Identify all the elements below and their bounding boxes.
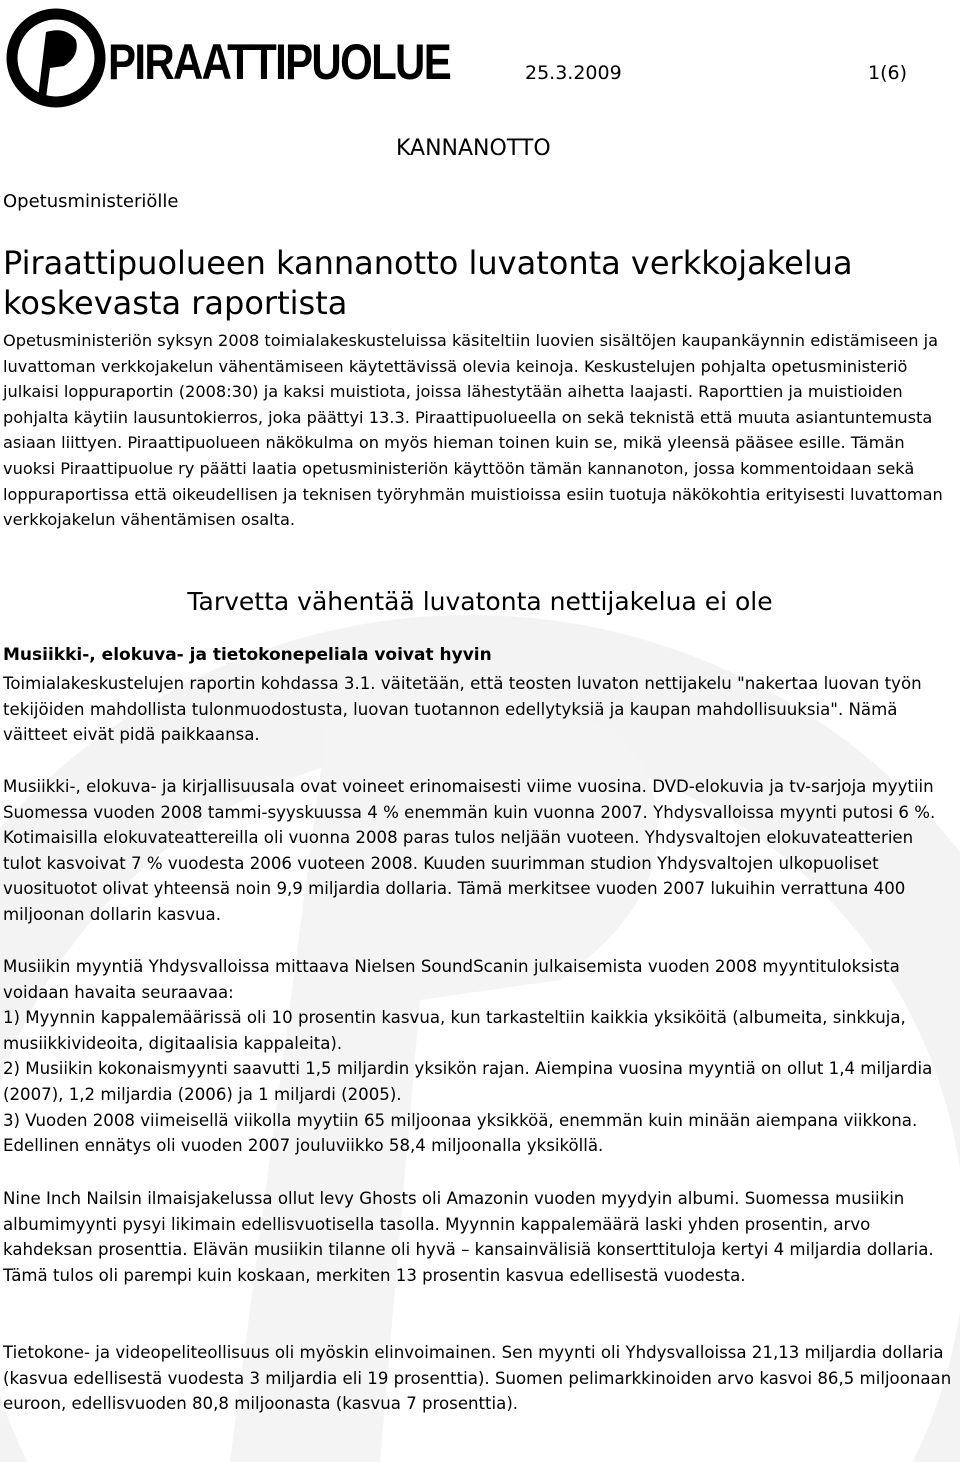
pirate-party-logo [4,6,108,110]
paragraph-music-sales [3,954,955,1159]
music-sales-intro: Musiikin myyntiä Yhdysvalloissa mittaava Nielsen SoundScanin julkaisemista vuoden 2008 myyntituloksista voidaan havaita seuraavaa: [3,957,900,1002]
section-subheading: Tarvetta vähentää luvatonta nettijakelua ei ole [187,587,773,616]
party-name: PIRAATTIPUOLUE [108,34,451,90]
section-heading: Musiikki-, elokuva- ja tietokonepeliala voivat hyvin [3,645,492,665]
paragraph-games: Tietokone- ja videopeliteollisuus oli myöskin elinvoimainen. Sen myynti oli Yhdysvalloissa 21,13 miljardia dollaria (kasvua edellisestä vuodesta 3 miljardia eli 19 prosenttia). Suomen pelimarkkinoiden arvo kasvoi 86,5 miljoonaan euroon, edellisvuoden 80,8 miljoonasta (kasvua 7 prosenttia). [3,1343,952,1414]
title-line-1: Piraattipuolueen kannanotto luvatonta verkkojakelua [3,244,853,282]
paragraph-claim: Toimialakeskustelujen raportin kohdassa 3.1. väitetään, että teosten luvaton nettijakelu "nakertaa luovan työn tekijöiden mahdollista tulonmuodostusta, luovan tuotannon edellytyksiä ja kaupan mahdollisuuksia". Nämä väitteet eivät pidä paikkaansa. [3,674,922,745]
intro-paragraph: Opetusministeriön syksyn 2008 toimialakeskusteluissa käsiteltiin luovien sisältöjen kaupankäynnin edistämiseen ja luvattoman verkkojakelun vähentämiseen käytettävissä olevia keinoja. Keskustelujen pohjalta opetusministeriö julkaisi loppuraportin (2008:30) ja kaksi muistiota, joissa lähestytään aihetta laajasti. Raporttien ja muistioiden pohjalta käytiin lausuntokierros, joka päättyi 13.3. Piraattipuolueella on sekä teknistä että muuta asiantuntemusta asiaan liittyen. Piraattipuolueen näkökulma on myös hieman toinen kuin se, mikä yleensä pääsee esille. Tämän vuoksi Piraattipuolue ry päätti laatia opetusministeriön käyttöön tämän kannanoton, jossa kommentoidaan sekä loppuraportissa että oikeudellisen ja teknisen työryhmän muistioissa esiin tuotuja näkökohtia erityisesti luvattoman verkkojakelun vähentämisen osalta. [3,331,943,530]
list-item: 1) Myynnin kappalemäärissä oli 10 prosentin kasvua, kun tarkasteltiin kaikkia yksiköitä (albumeita, sinkkuja, musiikkivideoita, digitaalisia kappaleita). [3,1008,906,1053]
list-item: 3) Vuoden 2008 viimeisellä viikolla myytiin 65 miljoonaa yksikköä, enemmän kuin minään aiempana viikkona. Edellinen ennätys oli vuoden 2007 jouluviikko 58,4 miljoonalla yksiköllä. [3,1110,918,1156]
paragraph-albums: Nine Inch Nailsin ilmaisjakelussa ollut levy Ghosts oli Amazonin vuoden myydyin albumi. Suomessa musiikin albumimyynti pysyi likimain edellisvuotisella tasolla. Myynnin kappalemäärä laski yhden prosentin, arvo kahdeksan prosenttia. Elävän musiikin tilanne oli hyvä – kansainvälisiä konserttituloja kertyi 4 miljardia dollaria. Tämä tulos oli parempi kuin koskaan, merkiten 13 prosentin kasvua edellisestä vuodesta. [3,1189,934,1285]
document-title [3,243,953,323]
document-date: 25.3.2009 [525,62,622,84]
document-type: KANNANOTTO [396,136,551,161]
page-number: 1(6) [868,62,908,84]
paragraph-film-industry: Musiikki-, elokuva- ja kirjallisuusala ovat voineet erinomaisesti viime vuosina. DVD-elokuvia ja tv-sarjoja myytiin Suomessa vuoden 2008 tammi-syyskuussa 4 % enemmän kuin vuonna 2007. Yhdysvalloissa myynti putosi 6 %. Kotimaisilla elokuvateattereilla oli vuonna 2008 paras tulos neljään vuoteen. Yhdysvaltojen elokuvateatterien tulot kasvoivat 7 % vuodesta 2006 vuoteen 2008. Kuuden suurimman studion Yhdysvaltojen ulkopuoliset vuosituotot olivat yhteensä noin 9,9 miljardia dollaria. Tämä merkitsee vuoden 2007 lukuihin verrattuna 400 miljoonan dollarin kasvua. [3,777,936,924]
recipient: Opetusministeriölle [3,191,179,212]
list-item: 2) Musiikin kokonaismyynti saavutti 1,5 miljardin yksikön rajan. Aiempina vuosina myyntiä on ollut 1,4 miljardia (2007), 1,2 miljardia (2006) ja 1 miljardi (2005). [3,1059,933,1104]
title-line-2: koskevasta raportista [3,284,348,322]
